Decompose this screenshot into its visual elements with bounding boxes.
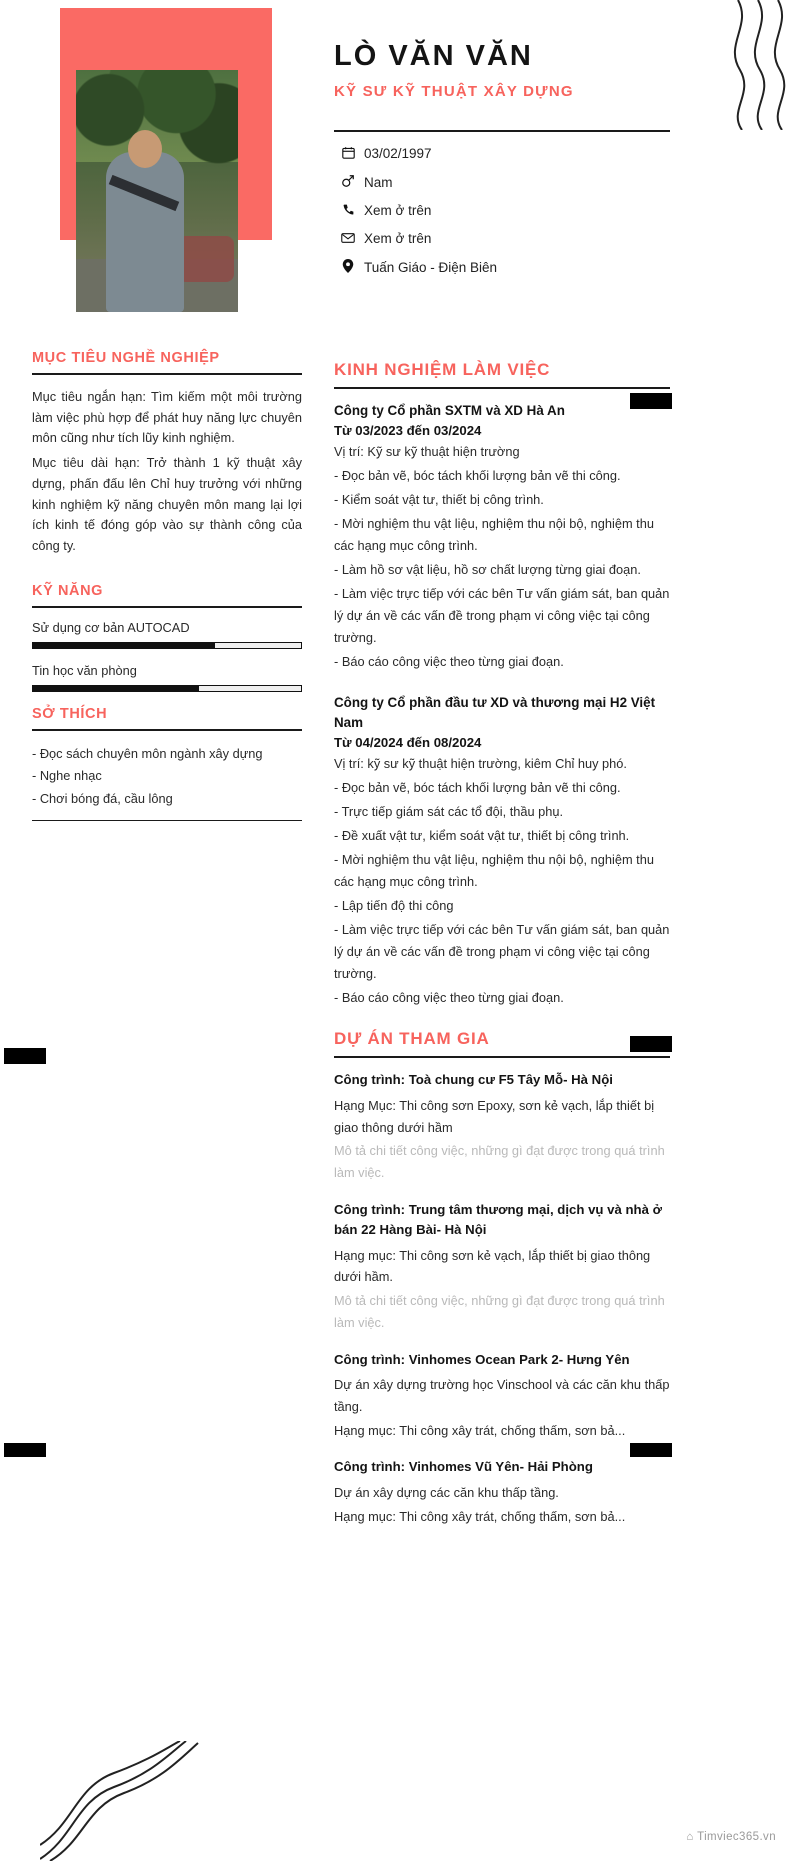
decor-wave-bottom	[40, 1741, 240, 1861]
candidate-job-title: KỸ SƯ KỸ THUẬT XÂY DỰNG	[334, 83, 574, 100]
gender-icon	[340, 174, 356, 190]
objective-long-term: Mục tiêu dài hạn: Trở thành 1 kỹ thuật xây dựng, phấn đấu lên Chỉ huy trưởng với những kinh nghiệm kỹ năng chuyên môn mang lại lợi ích kinh tế đóng góp vào sự thành công của công ty.	[32, 455, 302, 554]
right-column	[334, 360, 670, 1543]
experience-item	[334, 401, 670, 673]
experience-dates: Từ 04/2024 đến 08/2024	[334, 735, 482, 751]
section-hobbies	[32, 706, 302, 822]
experience-duty: - Kiểm soát vật tư, thiết bị công trình.	[334, 492, 544, 508]
experience-duty: - Báo cáo công việc theo từng giai đoạn.	[334, 654, 564, 670]
project-placeholder: Mô tả chi tiết công việc, những gì đạt được trong quá trình làm việc.	[334, 1293, 665, 1330]
skill-name: Tin học văn phòng	[32, 662, 137, 678]
hobby-item: - Chơi bóng đá, cầu lông	[32, 790, 173, 806]
info-value-email: Xem ở trên	[364, 231, 432, 246]
decor-wave-top	[680, 0, 800, 130]
experience-divider	[334, 387, 670, 389]
calendar-icon	[340, 146, 356, 161]
info-row-gender	[340, 174, 680, 190]
experience-position: Vị trí: kỹ sư kỹ thuật hiện trường, kiêm Chỉ huy phó.	[334, 756, 627, 772]
projects-divider	[334, 1056, 670, 1058]
section-skills	[32, 583, 302, 692]
objective-short-term: Mục tiêu ngắn hạn: Tìm kiếm một môi trường làm việc phù hợp để phát huy năng lực chuyên môn cũng như tích lũy kinh nghiệm.	[32, 389, 302, 446]
skill-bar	[32, 685, 302, 692]
experience-duty: - Lập tiến độ thi công	[334, 898, 454, 914]
project-item	[334, 1070, 670, 1183]
info-row-location	[340, 259, 680, 275]
decor-block-4	[4, 1443, 46, 1457]
hobby-item: - Đọc sách chuyên môn ngành xây dựng	[32, 745, 263, 761]
location-icon	[340, 259, 356, 275]
contact-info-list	[340, 146, 680, 288]
phone-icon	[340, 203, 356, 218]
info-row-birthdate	[340, 146, 680, 161]
project-title: Công trình: Vinhomes Ocean Park 2- Hưng Yên	[334, 1351, 630, 1367]
experience-duty: - Làm việc trực tiếp với các bên Tư vấn giám sát, ban quản lý dự án về các vấn đề trong phạm vi công việc tại công trường.	[334, 586, 670, 646]
experience-duty: - Làm việc trực tiếp với các bên Tư vấn giám sát, ban quản lý dự án về các vấn đề trong phạm vi công việc tại công trường.	[334, 922, 670, 982]
skills-divider	[32, 606, 302, 608]
name-block	[334, 40, 674, 100]
project-title: Công trình: Trung tâm thương mại, dịch vụ và nhà ở bán 22 Hàng Bài- Hà Nội	[334, 1201, 662, 1238]
footer-brand-icon: ⌂	[686, 1831, 698, 1843]
experience-duty: - Đọc bản vẽ, bóc tách khối lượng bản vẽ thi công.	[334, 468, 621, 484]
skill-name: Sử dụng cơ bản AUTOCAD	[32, 619, 190, 635]
left-column	[32, 350, 302, 833]
experience-dates: Từ 03/2023 đến 03/2024	[334, 423, 482, 439]
experience-duty: - Đề xuất vật tư, kiểm soát vật tư, thiết bị công trình.	[334, 828, 630, 844]
hobbies-title: SỞ THÍCH	[32, 705, 108, 722]
experience-company: Công ty Cổ phần SXTM và XD Hà An	[334, 403, 565, 418]
project-title: Công trình: Vinhomes Vũ Yên- Hải Phòng	[334, 1459, 593, 1475]
project-line: Dự án xây dựng các căn khu thấp tầng.	[334, 1484, 559, 1500]
section-projects	[334, 1029, 670, 1527]
project-placeholder: Mô tả chi tiết công việc, những gì đạt được trong quá trình làm việc.	[334, 1143, 665, 1181]
info-value-phone: Xem ở trên	[364, 203, 432, 218]
project-title: Công trình: Toà chung cư F5 Tây Mỗ- Hà Nội	[334, 1072, 613, 1088]
experience-duty: - Trực tiếp giám sát các tổ đội, thầu phụ.	[334, 804, 564, 820]
experience-duty: - Báo cáo công việc theo từng giai đoạn.	[334, 990, 564, 1006]
skills-title: KỸ NĂNG	[32, 582, 104, 599]
experience-position: Vị trí: Kỹ sư kỹ thuật hiện trường	[334, 444, 520, 460]
hobby-item: - Nghe nhạc	[32, 768, 102, 784]
project-line: Hạng mục: Thi công sơn kẻ vạch, lắp thiết bị giao thông dưới hầm.	[334, 1247, 651, 1285]
experience-company: Công ty Cổ phần đầu tư XD và thương mại H2 Việt Nam	[334, 695, 656, 731]
skill-bar	[32, 642, 302, 649]
section-objective	[32, 350, 302, 557]
project-item	[334, 1200, 670, 1334]
footer-brand	[686, 1831, 776, 1843]
experience-duty: - Mời nghiệm thu vật liệu, nghiệm thu nội bộ, nghiệm thu các hạng mục công trình.	[334, 852, 654, 890]
objective-divider	[32, 373, 302, 375]
hobbies-divider	[32, 729, 302, 731]
footer-brand-text: Timviec365.vn	[697, 1831, 776, 1843]
experience-duty: - Đọc bản vẽ, bóc tách khối lượng bản vẽ thi công.	[334, 780, 621, 796]
info-row-email	[340, 231, 680, 246]
hobbies-bottom-divider	[32, 820, 302, 822]
project-item	[334, 1457, 670, 1527]
skill-item	[32, 663, 302, 692]
projects-title: DỰ ÁN THAM GIA	[334, 1029, 490, 1049]
header-divider	[334, 130, 670, 132]
skill-item	[32, 620, 302, 649]
experience-item	[334, 693, 670, 1009]
info-value-location: Tuấn Giáo - Điện Biên	[364, 259, 498, 275]
experience-title: KINH NGHIỆM LÀM VIỆC	[334, 360, 551, 379]
candidate-name: LÒ VĂN VĂN	[334, 40, 533, 72]
experience-duty: - Mời nghiệm thu vật liệu, nghiệm thu nội bộ, nghiệm thu các hạng mục công trình.	[334, 516, 654, 554]
info-value-gender: Nam	[364, 174, 393, 190]
email-icon	[340, 232, 356, 246]
experience-duty: - Làm hồ sơ vật liệu, hồ sơ chất lượng từng giai đoạn.	[334, 562, 641, 578]
project-line: Dự án xây dựng trường học Vinschool và các căn khu thấp tầng.	[334, 1377, 670, 1414]
profile-photo	[76, 70, 238, 312]
section-experience	[334, 360, 670, 1009]
project-line: Hạng Mục: Thi công sơn Epoxy, sơn kẻ vạch, lắp thiết bị giao thông dưới hầm	[334, 1097, 655, 1135]
project-item	[334, 1350, 670, 1442]
project-line: Hạng mục: Thi công xây trát, chống thấm, sơn bả...	[334, 1508, 626, 1524]
objective-title: MỤC TIÊU NGHỀ NGHIỆP	[32, 350, 220, 366]
info-value-birthdate: 03/02/1997	[364, 146, 432, 161]
info-row-phone	[340, 203, 680, 218]
decor-block-2	[4, 1048, 46, 1064]
project-line: Hạng mục: Thi công xây trát, chống thấm, sơn bả...	[334, 1422, 626, 1438]
